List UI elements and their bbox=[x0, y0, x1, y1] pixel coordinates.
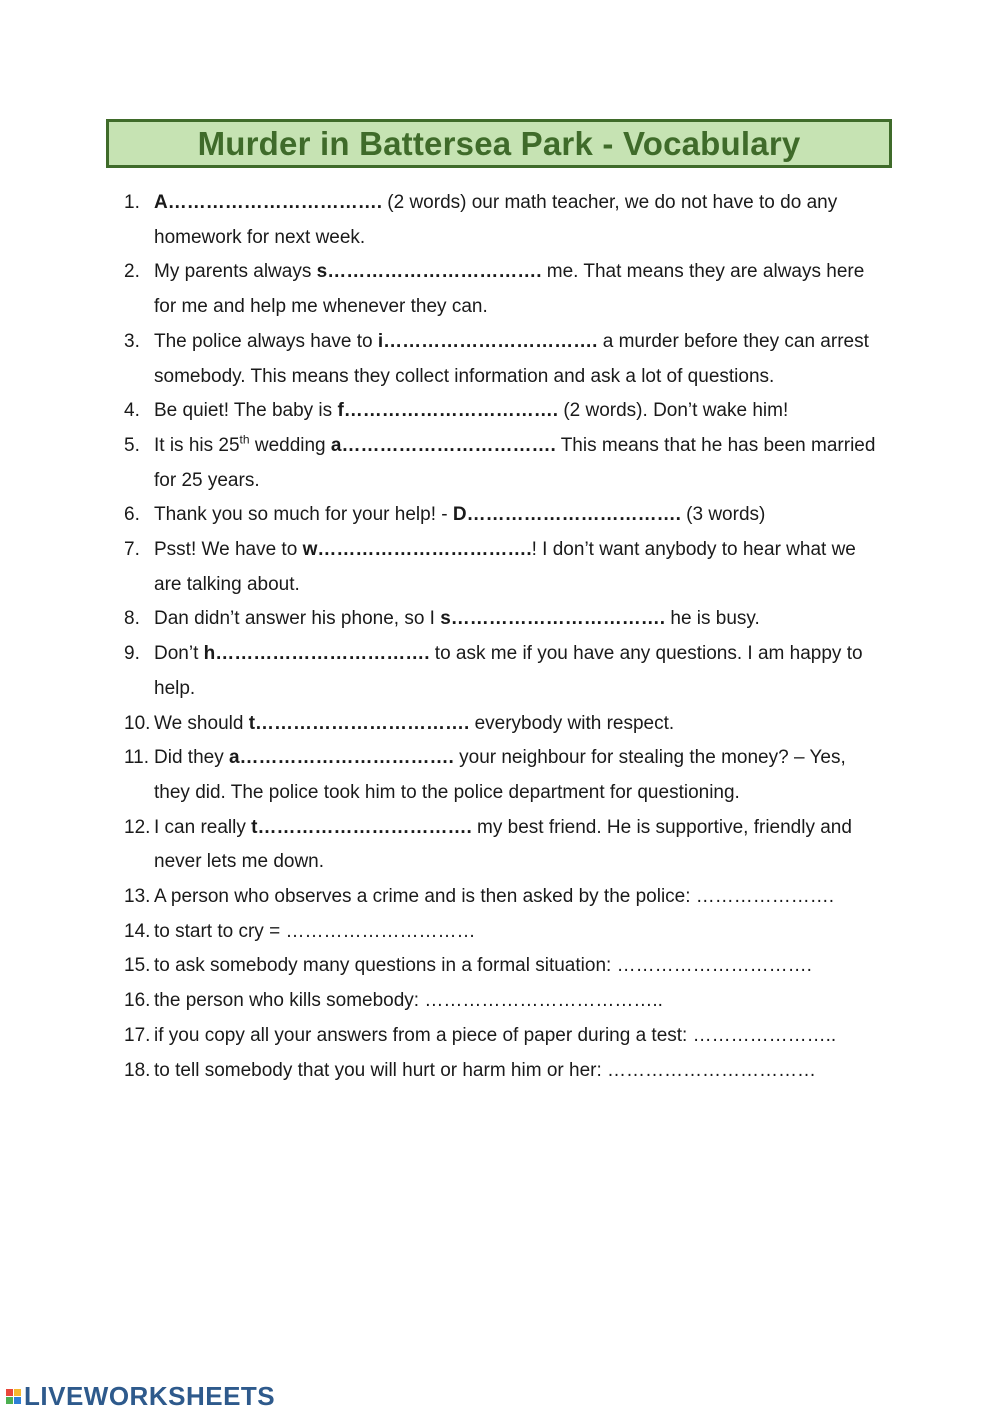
item-text-post: my best friend. He is supportive, friendly and never lets me down. bbox=[154, 816, 852, 873]
answer-blank: A……………………………. bbox=[154, 192, 382, 213]
vocabulary-list bbox=[0, 186, 1000, 1088]
list-item bbox=[0, 602, 878, 637]
list-item bbox=[0, 498, 878, 533]
list-item bbox=[0, 637, 878, 706]
list-item bbox=[0, 915, 878, 950]
item-number: 8. bbox=[124, 608, 140, 630]
item-text-post: (3 words) bbox=[680, 504, 766, 526]
item-text-pre: We should bbox=[154, 712, 249, 734]
item-text-pre: Be quiet! The baby is bbox=[154, 400, 338, 422]
item-text-pre: Dan didn’t answer his phone, so I bbox=[154, 608, 441, 630]
item-text-pre: Thank you so much for your help! - bbox=[154, 504, 453, 526]
item-number: 10. bbox=[124, 712, 151, 734]
page-title: Murder in Battersea Park - Vocabulary bbox=[197, 124, 801, 162]
item-text-post: ! I don’t want anybody to hear what we are talking about. bbox=[154, 539, 856, 595]
item-text-post: he is busy. bbox=[665, 608, 760, 630]
item-text-post: me. That means they are always here for me and help me whenever they can. bbox=[154, 261, 865, 318]
list-item bbox=[0, 533, 878, 602]
list-item bbox=[0, 325, 878, 394]
item-text-post: your neighbour for stealing the money? – Yes, they did. The police took him to the police department for questioning. bbox=[154, 747, 846, 803]
item-text-pre: Don’t bbox=[154, 643, 204, 665]
item-number: 2. bbox=[124, 261, 140, 283]
item-number: 3. bbox=[124, 330, 140, 352]
item-number: 14. bbox=[124, 920, 151, 942]
answer-blank: a……………………………. bbox=[330, 434, 556, 456]
item-number: 15. bbox=[124, 955, 151, 977]
list-item bbox=[0, 707, 878, 742]
item-text-post: (2 words). Don’t wake him! bbox=[558, 400, 789, 422]
item-text: to ask somebody many questions in a formal situation: …………………………. bbox=[154, 955, 812, 977]
item-text-pre: Psst! We have to bbox=[154, 539, 303, 561]
list-item bbox=[0, 811, 878, 880]
item-number: 11. bbox=[124, 747, 150, 769]
list-item bbox=[0, 394, 878, 429]
item-text: to start to cry = ………………………… bbox=[154, 920, 476, 942]
list-item bbox=[0, 741, 878, 810]
list-item bbox=[0, 1019, 878, 1054]
item-text-pre: It is his 25 bbox=[154, 434, 240, 456]
item-text: the person who kills somebody: ……………………………….. bbox=[154, 990, 663, 1012]
answer-blank: f……………………………. bbox=[337, 400, 559, 422]
item-text-pre-2: wedding bbox=[249, 434, 331, 456]
answer-blank: s……………………………. bbox=[316, 261, 542, 283]
logo-cube bbox=[14, 1389, 21, 1396]
item-number: 5. bbox=[124, 434, 140, 456]
item-text-pre: Did they bbox=[154, 747, 229, 769]
item-text-pre: I can really bbox=[154, 816, 252, 838]
list-item bbox=[0, 255, 878, 324]
answer-blank: w……………………………. bbox=[302, 539, 532, 561]
item-text-pre: My parents always bbox=[154, 261, 317, 283]
logo-cube bbox=[6, 1397, 13, 1404]
logo-cube bbox=[14, 1397, 21, 1404]
item-text-post: a murder before they can arrest somebody. This means they collect information and ask a lot of questions. bbox=[154, 330, 869, 387]
item-number: 16. bbox=[124, 990, 151, 1012]
item-number: 9. bbox=[124, 643, 140, 665]
item-text-post: everybody with respect. bbox=[469, 712, 675, 734]
item-text: to tell somebody that you will hurt or harm him or her: …………………………… bbox=[154, 1059, 817, 1081]
list-item bbox=[0, 186, 878, 255]
item-number: 1. bbox=[124, 192, 140, 213]
answer-blank: D……………………………. bbox=[452, 504, 681, 526]
title-banner bbox=[106, 119, 892, 168]
answer-blank: h……………………………. bbox=[203, 643, 430, 665]
answer-blank: t……………………………. bbox=[251, 816, 472, 838]
liveworksheets-logo[interactable] bbox=[6, 1381, 275, 1411]
logo-cube bbox=[6, 1389, 13, 1396]
list-item bbox=[0, 429, 878, 498]
answer-blank: i……………………………. bbox=[377, 330, 598, 352]
logo-text: LIVEWORKSHEETS bbox=[24, 1380, 276, 1411]
answer-blank: t……………………………. bbox=[248, 712, 470, 734]
item-number: 7. bbox=[124, 539, 140, 561]
item-number: 12. bbox=[124, 816, 151, 838]
list-item bbox=[0, 1054, 878, 1089]
list-item bbox=[0, 949, 878, 984]
item-number: 6. bbox=[124, 504, 140, 526]
ordinal-suffix: th bbox=[239, 432, 250, 447]
item-text: if you copy all your answers from a piece of paper during a test: ………………….. bbox=[154, 1024, 837, 1046]
list-item bbox=[0, 880, 878, 915]
item-text-post: This means that he has been married for 25 years. bbox=[154, 434, 876, 491]
list-item bbox=[0, 984, 878, 1019]
answer-blank: a……………………………. bbox=[228, 747, 454, 769]
answer-blank: s……………………………. bbox=[440, 608, 666, 630]
logo-cubes-icon bbox=[6, 1389, 21, 1404]
item-text-pre: The police always have to bbox=[154, 330, 378, 352]
item-number: 17. bbox=[124, 1024, 151, 1046]
item-number: 13. bbox=[124, 886, 151, 908]
item-text-post: to ask me if you have any questions. I am happy to help. bbox=[154, 643, 863, 699]
item-text: A person who observes a crime and is then asked by the police: …………………. bbox=[154, 886, 835, 908]
item-number: 18. bbox=[124, 1059, 151, 1081]
item-text-post: (2 words) our math teacher, we do not have to do any homework for next week. bbox=[154, 192, 838, 248]
item-number: 4. bbox=[124, 400, 140, 422]
